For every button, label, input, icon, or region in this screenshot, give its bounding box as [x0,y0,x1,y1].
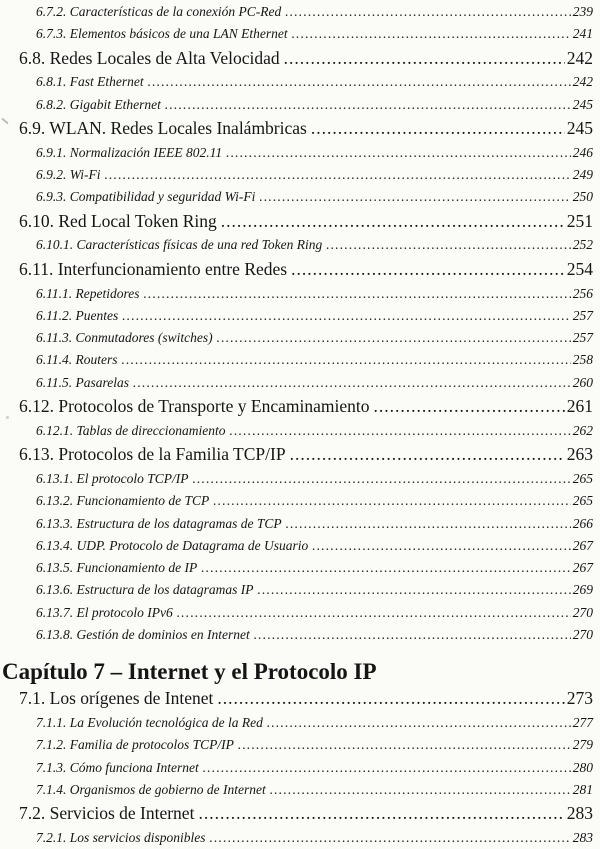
dot-leader [373,394,564,420]
page-number: 267 [572,537,593,553]
dot-leader [270,779,571,801]
page-number: 258 [572,352,593,368]
page-number: 239 [572,4,593,19]
entry-title: 6.9.3. Compatibilidad y seguridad Wi-Fi [36,189,256,205]
entry-title: 6.10.1. Características físicas de una red Token Ring [36,237,323,253]
entry-title: 7.1. Los orígenes de Intenet [19,688,214,709]
page-number: 241 [572,26,593,42]
toc-entry [0,209,600,235]
dot-leader [122,305,571,327]
entry-title: 6.8.2. Gigabit Ethernet [36,96,161,112]
entry-title: 6.13.6. Estructura de los datagramas IP [36,582,254,598]
toc-entry [0,23,600,45]
dot-leader [210,827,571,849]
entry-title: 6.11.2. Puentes [36,307,119,323]
toc-entry [0,372,600,394]
toc-entry [0,420,600,442]
toc-entry [0,827,600,849]
dot-leader [165,94,571,116]
dot-leader [286,513,571,535]
toc-entry [0,327,600,349]
dot-leader [217,327,571,349]
toc-entry [0,490,600,512]
page-number: 254 [566,258,593,279]
entry-title: 6.9.2. Wi-Fi [36,167,101,183]
dot-leader [133,372,571,394]
toc-entry [0,602,600,624]
page-number: 283 [566,803,593,824]
dot-leader [254,624,571,646]
toc-entry [0,283,600,305]
page-number: 267 [572,560,593,576]
toc-entry [0,71,600,93]
page-number: 256 [572,285,593,301]
dot-leader [221,209,565,235]
page-number: 266 [572,515,593,531]
page-number: 270 [572,604,593,620]
dot-leader [259,186,570,208]
dot-leader [290,442,565,468]
page-number: 242 [572,74,593,90]
toc-entry [0,624,600,646]
dot-leader [285,1,571,23]
dot-leader [312,535,571,557]
entry-title: 6.13.4. UDP. Protocolo de Datagrama de Usuario [36,537,309,553]
entry-title: 6.7.3. Elementos básicos de una LAN Ethernet [36,26,288,42]
entry-title: 6.11.4. Routers [36,352,118,368]
entry-title: 6.11.5. Pasarelas [36,374,129,390]
entry-title: 6.8.1. Fast Ethernet [36,74,144,90]
entry-title: 6.12.1. Tablas de direccionamiento [36,422,226,438]
toc-entry [0,116,600,142]
dot-leader [284,46,565,72]
page-number: 250 [572,189,593,205]
page-number: 279 [572,737,593,753]
dot-leader [198,801,564,827]
page-number: 246 [572,144,593,160]
toc-entry [0,94,600,116]
chapter-title: Capítulo 7 – Internet y el Protocolo IP [2,659,377,685]
toc-entry [0,257,600,283]
page-number: 249 [572,167,593,183]
toc-entry [0,46,600,72]
toc-entry [0,557,600,579]
page-number: 252 [572,237,593,253]
page-number: 265 [572,470,593,486]
toc-entry [0,801,600,827]
toc-entry [0,142,600,164]
page-number: 242 [566,47,593,68]
entry-title: 7.2. Servicios de Internet [19,803,195,824]
dot-leader [326,234,571,256]
dot-leader [177,602,571,624]
page-number: 270 [572,627,593,643]
toc-entry [0,712,600,734]
toc-entry [0,579,600,601]
entry-title: 6.13.7. El protocolo IPv6 [36,604,173,620]
page-number: 283 [572,830,593,846]
entry-title: 6.12. Protocolos de Transporte y Encaminamiento [19,396,370,417]
entry-title: 6.8. Redes Locales de Alta Velocidad [19,47,280,68]
toc-entry [0,757,600,779]
toc-entry [0,468,600,490]
dot-leader [311,116,565,142]
page-number: 265 [572,493,593,509]
dot-leader [213,490,571,512]
entry-title: 6.10. Red Local Token Ring [19,210,217,231]
entry-title: 6.13. Protocolos de la Familia TCP/IP [19,444,286,465]
page-number: 273 [566,688,593,709]
page-number: 260 [572,374,593,390]
toc-entry [0,686,600,712]
entry-title: 6.11. Interfuncionamiento entre Redes [19,258,288,279]
page-number: 280 [572,759,593,775]
toc-entry [0,164,600,186]
dot-leader [203,757,571,779]
toc-entry [0,513,600,535]
page-number: 277 [572,715,593,731]
page-number: 245 [572,96,593,112]
dot-leader [291,257,565,283]
toc-entry [0,349,600,371]
page-number: 262 [572,422,593,438]
dot-leader [122,349,571,371]
entry-title: 6.9. WLAN. Redes Locales Inalámbricas [19,117,307,138]
page-number: 245 [566,117,593,138]
entry-title: 6.7.2. Características de la conexión PC-Red [36,4,282,19]
dot-leader [217,686,564,712]
scan-speck [6,416,9,419]
chapter-heading [0,646,600,686]
entry-title: 7.2.1. Los servicios disponibles [36,830,206,846]
entry-title: 6.11.3. Conmutadores (switches) [36,330,213,346]
dot-leader [105,164,571,186]
entry-title: 6.13.1. El protocolo TCP/IP [36,470,189,486]
dot-leader [267,712,571,734]
entry-title: 6.13.3. Estructura de los datagramas de TCP [36,515,282,531]
entry-title: 7.1.3. Cómo funciona Internet [36,759,199,775]
dot-leader [292,23,571,45]
entry-title: 7.1.2. Familia de protocolos TCP/IP [36,737,234,753]
entry-title: 6.13.5. Funcionamiento de IP [36,560,198,576]
toc-entry [0,186,600,208]
toc-entry [0,442,600,468]
entry-title: 6.13.8. Gestión de dominios en Internet [36,627,250,643]
toc-entry [0,394,600,420]
entry-title: 7.1.4. Organismos de gobierno de Internet [36,782,266,797]
dot-leader [148,71,571,93]
page-number: 257 [572,307,593,323]
dot-leader [238,734,571,756]
toc-entry [0,779,600,801]
entry-title: 6.11.1. Repetidores [36,285,140,301]
dot-leader [193,468,571,490]
dot-leader [230,420,571,442]
page-number: 257 [572,330,593,346]
entry-title: 7.1.1. La Evolución tecnológica de la Red [36,715,263,731]
page-number: 269 [572,582,593,598]
toc-entry [0,734,600,756]
table-of-contents [0,1,600,849]
toc-entry [0,234,600,256]
page-number: 261 [566,396,593,417]
entry-title: 6.13.2. Funcionamiento de TCP [36,493,210,509]
dot-leader [143,283,570,305]
toc-entry [0,1,600,23]
page-number: 251 [566,210,593,231]
dot-leader [201,557,571,579]
toc-entry [0,305,600,327]
page-number: 281 [572,782,593,797]
dot-leader [258,579,571,601]
page-number: 263 [566,444,593,465]
dot-leader [226,142,571,164]
entry-title: 6.9.1. Normalización IEEE 802.11 [36,144,223,160]
toc-entry [0,535,600,557]
